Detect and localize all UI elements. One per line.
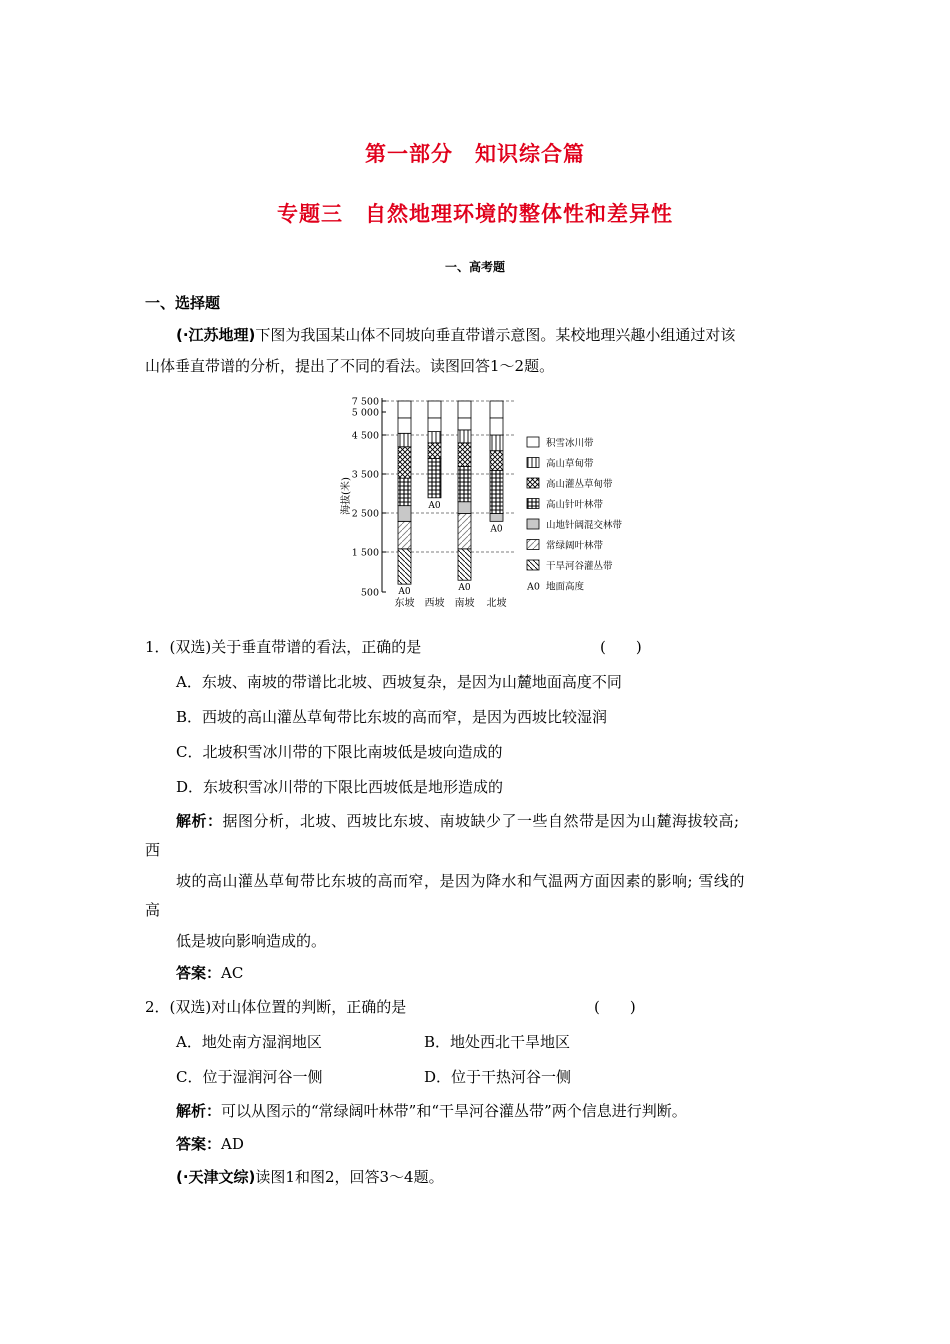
q1-answer-value: AC: [221, 964, 244, 982]
ground-label: A0: [490, 524, 503, 535]
legend-label: 干旱河谷灌丛带: [546, 561, 613, 572]
q3-intro: [176, 1166, 444, 1187]
zone-band: [398, 478, 411, 505]
q2-option-b: B．地处西北干旱地区: [424, 1033, 571, 1051]
q1-analysis-line-2: 坡的高山灌丛草甸带比东坡的高而窄，是因为降水和气温两方面因素的影响; 雪线的: [176, 872, 745, 890]
q2-option-a: A．地处南方湿润地区: [176, 1033, 322, 1051]
y-tick-label: 500: [360, 587, 379, 599]
q2-stem: 2．(双选)对山体位置的判断，正确的是: [145, 998, 407, 1016]
legend-swatch: [527, 458, 539, 468]
snow-upper: [428, 401, 441, 418]
q2-analysis-text: 可以从图示的“常绿阔叶林带”和“干旱河谷灌丛带”两个信息进行判断。: [221, 1102, 687, 1120]
q1-analysis-wrap-2: 高: [145, 901, 161, 919]
zone-band: [458, 466, 471, 501]
intro-line-2: 山体垂直带谱的分析，提出了不同的看法。读图回答1～2题。: [145, 357, 555, 375]
zone-band: [458, 514, 471, 549]
y-tick-label: 4 500: [351, 430, 379, 442]
q1-option-a: A．东坡、南坡的带谱比北坡、西坡复杂，是因为山麓地面高度不同: [176, 673, 622, 691]
legend-label: 高山灌丛草甸带: [546, 479, 613, 490]
q2-answer: [176, 1133, 244, 1154]
zone-band: [490, 435, 503, 451]
zone-band: [398, 418, 411, 433]
q3-source: (·天津文综): [176, 1168, 256, 1186]
snow-upper: [458, 401, 471, 418]
y-tick-label: 7 500: [351, 396, 379, 408]
y-tick-label: 2 500: [351, 508, 379, 520]
legend-swatch: [527, 478, 539, 488]
q1-answer-label: 答案：: [176, 964, 222, 982]
zone-band: [490, 451, 503, 471]
zone-band: [458, 418, 471, 430]
intro-text-1: 下图为我国某山体不同坡向垂直带谱示意图。某校地理兴趣小组通过对该: [255, 326, 736, 344]
zone-band: [398, 447, 411, 478]
legend-ground-key: A0: [527, 581, 540, 593]
vertical-zone-chart: [330, 392, 640, 614]
zone-band: [490, 514, 503, 522]
zone-band: [428, 432, 441, 443]
category-label: 北坡: [486, 598, 507, 609]
legend-label: 地面高度: [546, 581, 585, 593]
legend-swatch: [527, 437, 539, 447]
zone-band: [458, 443, 471, 467]
column-0: [395, 401, 415, 609]
part-title: 第一部分 知识综合篇: [365, 142, 585, 166]
y-tick-label: 1 500: [351, 547, 379, 559]
y-tick-label: 3 500: [351, 469, 379, 481]
legend-label: 高山草甸带: [546, 458, 594, 470]
section-heading: 一、选择题: [145, 294, 221, 312]
q2-answer-value: AD: [221, 1135, 244, 1153]
q2-bracket: ( ): [594, 998, 636, 1016]
q1-analysis-text-1: 据图分析，北坡、西坡比东坡、南坡缺少了一些自然带是因为山麓海拔较高;: [222, 812, 740, 830]
q1-option-b: B．西坡的高山灌丛草甸带比东坡的高而窄，是因为西坡比较湿润: [176, 708, 608, 726]
snow-upper: [490, 401, 503, 418]
legend-label: 常绿阔叶林带: [546, 540, 604, 552]
q1-analysis-label: 解析：: [176, 812, 223, 830]
legend-label: 山地针阔混交林带: [546, 520, 623, 531]
q1-analysis-line-1: [176, 810, 740, 831]
zone-band: [458, 502, 471, 514]
topic-title: 专题三 自然地理环境的整体性和差异性: [277, 202, 673, 226]
q2-option-c: C．位于湿润河谷一侧: [176, 1068, 323, 1086]
ground-label: A0: [398, 587, 411, 598]
column-3: [487, 401, 507, 609]
q1-option-d: D．东坡积雪冰川带的下限比西坡低是地形造成的: [176, 778, 504, 796]
zone-band: [490, 470, 503, 513]
zone-band: [428, 459, 441, 498]
q1-answer: [176, 962, 243, 983]
legend-label: 积雪冰川带: [546, 438, 594, 449]
legend-swatch: [527, 499, 539, 509]
zone-band: [458, 430, 471, 443]
intro-line-1: [176, 324, 735, 345]
column-2: [455, 401, 475, 609]
zone-band: [398, 549, 411, 584]
zone-band: [428, 418, 441, 432]
zone-band: [398, 521, 411, 548]
column-1: [425, 401, 445, 609]
ground-label: A0: [458, 583, 471, 594]
q2-option-d: D．位于干热河谷一侧: [424, 1068, 572, 1086]
q3-intro-text: 读图1和图2，回答3～4题。: [255, 1168, 444, 1186]
zone-band: [398, 506, 411, 522]
ground-label: A0: [428, 500, 441, 511]
intro-source: (·江苏地理): [176, 326, 256, 344]
legend-swatch: [527, 540, 539, 550]
y-tick-label: 5 000: [351, 407, 379, 419]
q1-analysis-wrap-1: 西: [145, 841, 161, 859]
q1-analysis-line-3: 低是坡向影响造成的。: [176, 932, 327, 950]
y-axis-label: 海拔(米): [341, 477, 352, 515]
legend-swatch: [527, 560, 539, 570]
category-label: 西坡: [424, 598, 445, 609]
category-label: 东坡: [394, 598, 415, 609]
q2-analysis-label: 解析：: [176, 1102, 222, 1120]
zone-band: [398, 433, 411, 446]
q2-answer-label: 答案：: [176, 1135, 222, 1153]
q1-stem: 1．(双选)关于垂直带谱的看法，正确的是: [145, 638, 422, 656]
legend-label: 高山针叶林带: [546, 499, 604, 511]
zone-band: [458, 549, 471, 580]
zone-band: [490, 418, 503, 435]
q1-option-c: C．北坡积雪冰川带的下限比南坡低是坡向造成的: [176, 743, 503, 761]
legend-swatch: [527, 519, 539, 529]
q2-analysis: [176, 1100, 687, 1121]
q1-bracket: ( ): [600, 638, 642, 656]
section-label: 一、高考题: [444, 260, 505, 274]
zone-band: [428, 443, 441, 459]
category-label: 南坡: [454, 598, 475, 609]
snow-upper: [398, 401, 411, 418]
